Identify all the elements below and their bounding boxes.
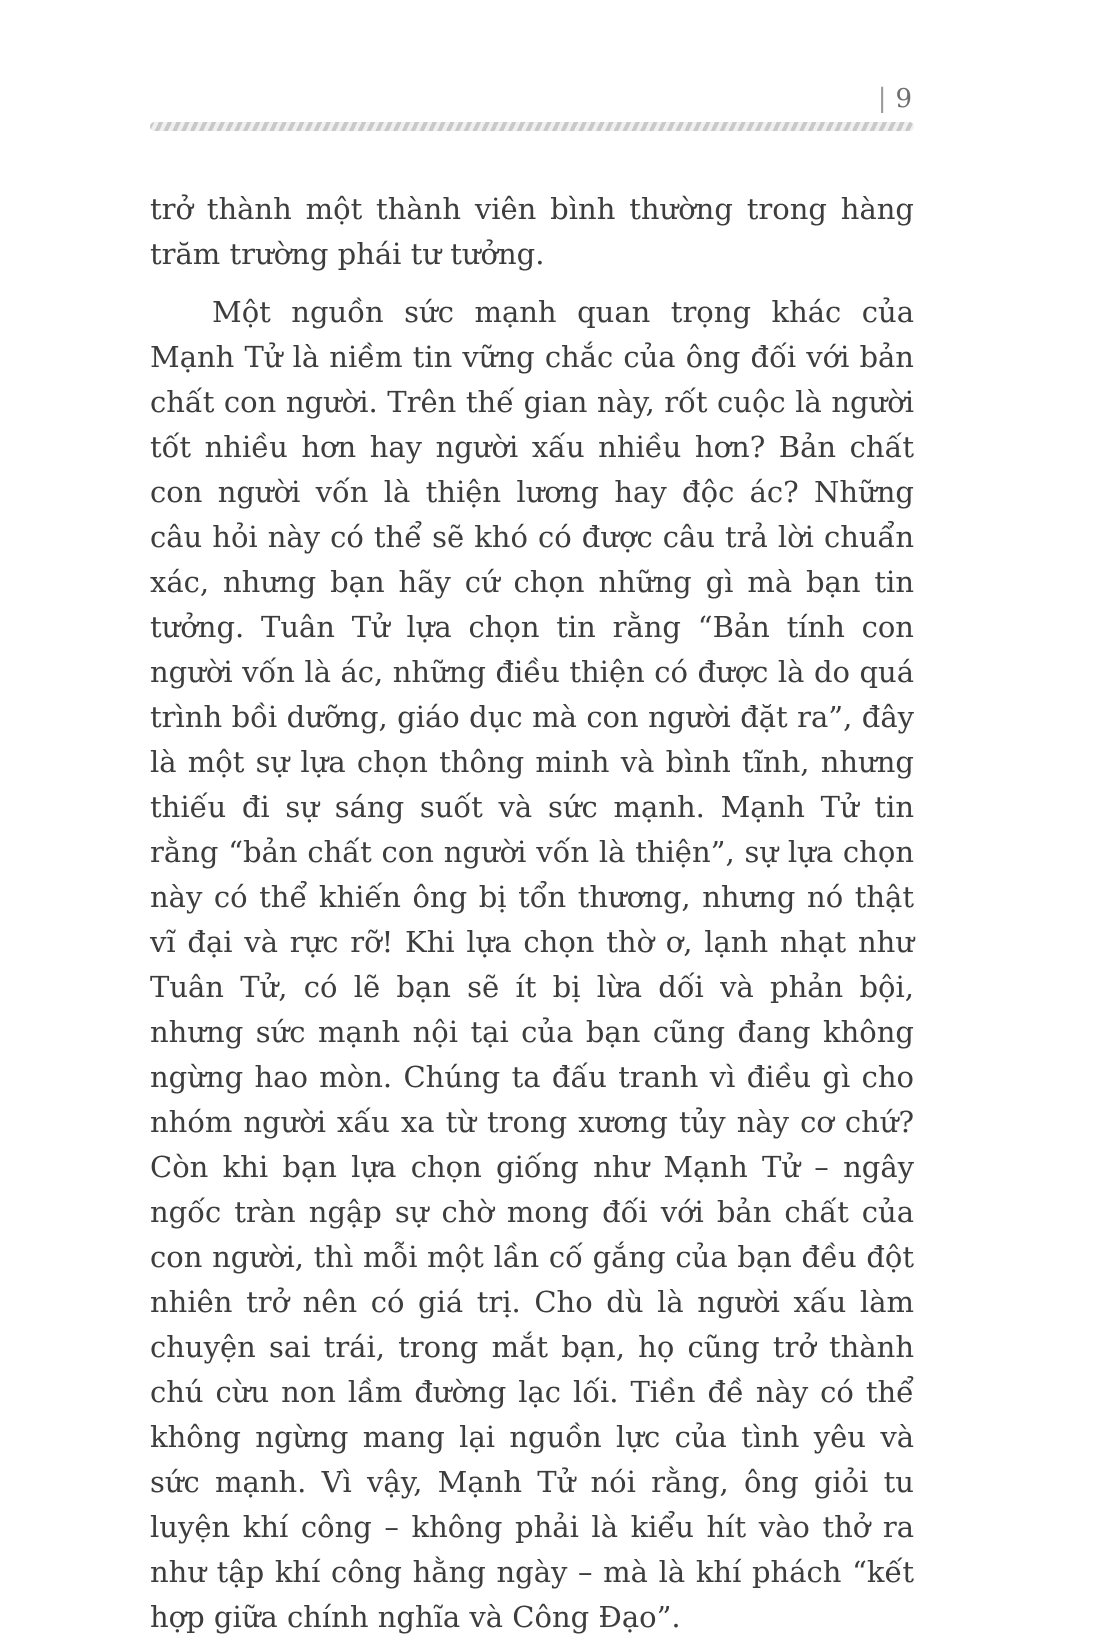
decorative-rule <box>150 122 914 131</box>
paragraph: Một nguồn sức mạnh quan trọng khác của Mạnh Tử là niềm tin vững chắc của ông đối với bản chất con người. Trên thế gian này, rốt cuộc là người tốt nhiều hơn hay người xấu nhiều hơn? Bản chất con người vốn là thiện lương hay độc ác? Những câu hỏi này có thể sẽ khó có được câu trả lời chuẩn xác, nhưng bạn hãy cứ chọn những gì mà bạn tin tưởng. Tuân Tử lựa chọn tin rằng “Bản tính con người vốn là ác, những điều thiện có được là do quá trình bồi dưỡng, giáo dục mà con người đặt ra”, đây là một sự lựa chọn thông minh và bình tĩnh, nhưng thiếu đi sự sáng suốt và sức mạnh. Mạnh Tử tin rằng “bản chất con người vốn là thiện”, sự lựa chọn này có thể khiến ông bị tổn thương, nhưng nó thật vĩ đại và rực rỡ! Khi lựa chọn thờ ơ, lạnh nhạt như Tuân Tử, có lẽ bạn sẽ ít bị lừa dối và phản bội, nhưng sức mạnh nội tại của bạn cũng đang không ngừng hao mòn. Chúng ta đấu tranh vì điều gì cho nhóm người xấu xa từ trong xương tủy này cơ chứ? Còn khi bạn lựa chọn giống như Mạnh Tử – ngây ngốc tràn ngập sự chờ mong đối với bản chất của con người, thì mỗi một lần cố gắng của bạn đều đột nhiên trở nên có giá trị. Cho dù là người xấu làm chuyện sai trái, trong mắt bạn, họ cũng trở thành chú cừu non lầm đường lạc lối. Tiền đề này có thể không ngừng mang lại nguồn lực của tình yêu và sức mạnh. Vì vậy, Mạnh Tử nói rằng, ông giỏi tu luyện khí công – không phải là kiểu hít vào thở ra như tập khí công hằng ngày – mà là khí phách “kết hợp giữa chính nghĩa và Công Đạo”. <box>150 295 914 1634</box>
page-header <box>150 86 914 131</box>
page-number-value: 9 <box>895 84 912 114</box>
page-number <box>150 86 914 112</box>
page-number-divider: | <box>877 84 887 114</box>
paragraph: trở thành một thành viên bình thường trong hàng trăm trường phái tư tưởng. <box>150 192 914 271</box>
page-body <box>150 187 914 1640</box>
